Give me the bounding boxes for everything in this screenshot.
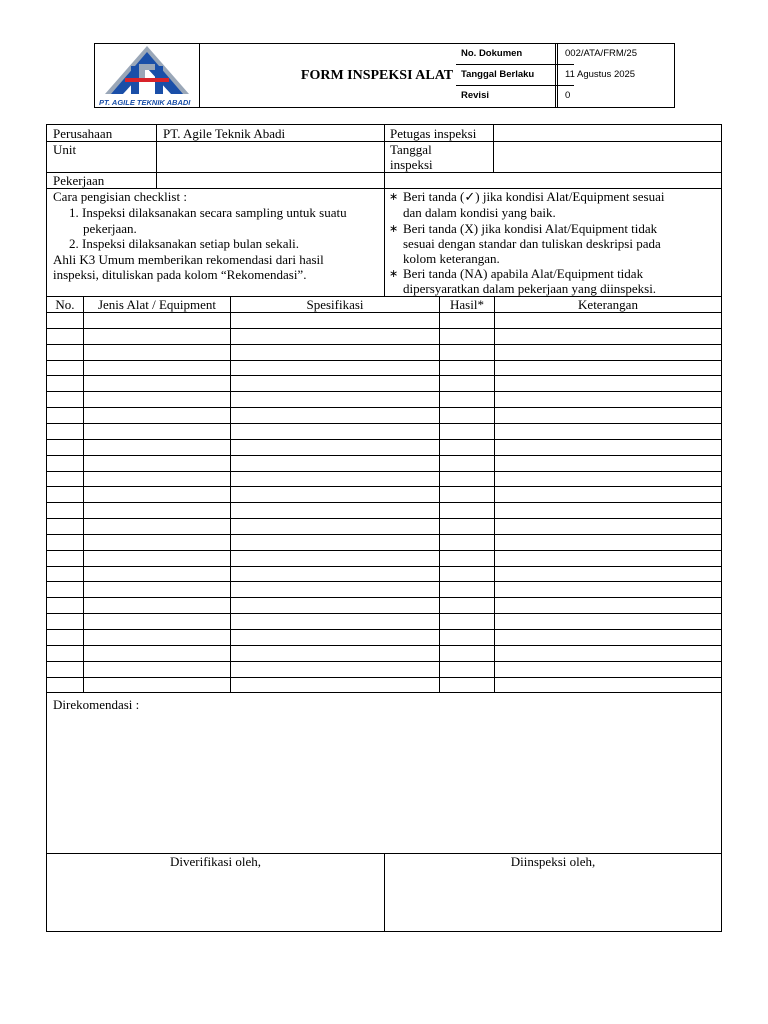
table-row[interactable] (47, 361, 721, 376)
meta-row-document-number (456, 44, 637, 65)
table-row[interactable] (47, 630, 721, 645)
legend-check: Beri tanda (✓) jika kondisi Alat/Equipment sesuai (403, 189, 665, 204)
instruction-1: 1. Inspeksi dilaksanakan secara sampling untuk suatu (69, 205, 347, 220)
table-row[interactable] (47, 503, 721, 518)
meta-row-effective-date (456, 65, 636, 86)
table-row[interactable] (47, 567, 721, 582)
inspector-field[interactable] (494, 125, 721, 141)
table-row[interactable] (47, 376, 721, 391)
table-row[interactable] (47, 392, 721, 407)
inspector-signature-area[interactable] (385, 870, 721, 931)
unit-label: Unit (53, 142, 77, 157)
inspection-form (46, 124, 722, 932)
meta-value: 0 (565, 90, 571, 101)
table-row[interactable] (47, 440, 721, 455)
column-header-notes: Keterangan (578, 297, 638, 312)
table-row[interactable] (47, 614, 721, 629)
inspected-by-label: Diinspeksi oleh, (510, 854, 596, 869)
inspection-date-field[interactable] (494, 142, 721, 172)
instruction-2: 2. Inspeksi dilaksanakan setiap bulan sekali. (69, 236, 299, 251)
logo-text: PT. AGILE TEKNIK ABADI (99, 98, 191, 107)
inspector-label: Petugas inspeksi (390, 126, 477, 141)
meta-value: 11 Agustus 2025 (565, 69, 636, 80)
document-header (94, 43, 675, 108)
table-row[interactable] (47, 456, 721, 471)
bullet-star-icon: ∗ (389, 223, 399, 235)
column-header-no: No. (55, 297, 75, 312)
instructions-heading: Cara pengisian checklist : (53, 189, 187, 204)
table-row[interactable] (47, 535, 721, 550)
legend-x-cont-2: kolom keterangan. (403, 251, 500, 266)
job-label: Pekerjaan (53, 173, 105, 188)
table-row[interactable] (47, 329, 721, 344)
logo-emblem-icon (95, 44, 199, 100)
column-header-equipment: Jenis Alat / Equipment (97, 297, 217, 312)
table-row[interactable] (47, 551, 721, 566)
legend-check-cont: dan dalam kondisi yang baik. (403, 205, 556, 220)
table-row[interactable] (47, 519, 721, 534)
legend-na-cont: dipersyaratkan dalam pekerjaan yang diinspeksi. (403, 281, 657, 296)
table-row[interactable] (47, 313, 721, 328)
inspection-date-label-2: inspeksi (390, 157, 433, 172)
recommendation-field[interactable] (47, 713, 721, 853)
table-row[interactable] (47, 472, 721, 487)
document-meta (456, 44, 675, 107)
column-header-specification: Spesifikasi (306, 297, 364, 312)
recommendation-label: Direkomendasi : (53, 697, 140, 712)
inspection-date-label: Tanggal (390, 142, 432, 157)
table-row[interactable] (47, 678, 721, 693)
meta-value: 002/ATA/FRM/25 (565, 48, 637, 59)
instruction-note: Ahli K3 Umum memberikan rekomendasi dari hasil (53, 252, 324, 267)
verified-by-label: Diverifikasi oleh, (170, 854, 261, 869)
company-logo (95, 44, 200, 107)
form-title: FORM INSPEKSI ALAT (199, 44, 556, 107)
table-row[interactable] (47, 582, 721, 597)
table-row[interactable] (47, 345, 721, 360)
company-label: Perusahaan (53, 126, 113, 141)
table-row[interactable] (47, 598, 721, 613)
instruction-1-cont: pekerjaan. (83, 221, 137, 236)
table-row[interactable] (47, 408, 721, 423)
meta-label: Revisi (456, 86, 558, 107)
legend-x: Beri tanda (X) jika kondisi Alat/Equipment tidak (403, 221, 658, 236)
table-row[interactable] (47, 424, 721, 439)
table-row[interactable] (47, 646, 721, 661)
verifier-signature-area[interactable] (47, 870, 384, 931)
bullet-star-icon: ∗ (389, 268, 399, 280)
meta-label: No. Dokumen (456, 44, 558, 64)
job-field[interactable] (157, 173, 721, 188)
legend-na: Beri tanda (NA) apabila Alat/Equipment tidak (403, 266, 644, 281)
instruction-note-cont: inspeksi, dituliskan pada kolom “Rekomendasi”. (53, 267, 307, 282)
table-row[interactable] (47, 662, 721, 677)
legend-x-cont: sesuai dengan standar dan tuliskan deskripsi pada (403, 236, 661, 251)
unit-field[interactable] (157, 142, 384, 172)
meta-label: Tanggal Berlaku (456, 65, 558, 85)
column-header-result: Hasil* (450, 297, 484, 312)
bullet-star-icon: ∗ (389, 191, 399, 203)
company-value: PT. Agile Teknik Abadi (163, 126, 286, 141)
table-row[interactable] (47, 487, 721, 502)
meta-row-revision (456, 86, 574, 107)
